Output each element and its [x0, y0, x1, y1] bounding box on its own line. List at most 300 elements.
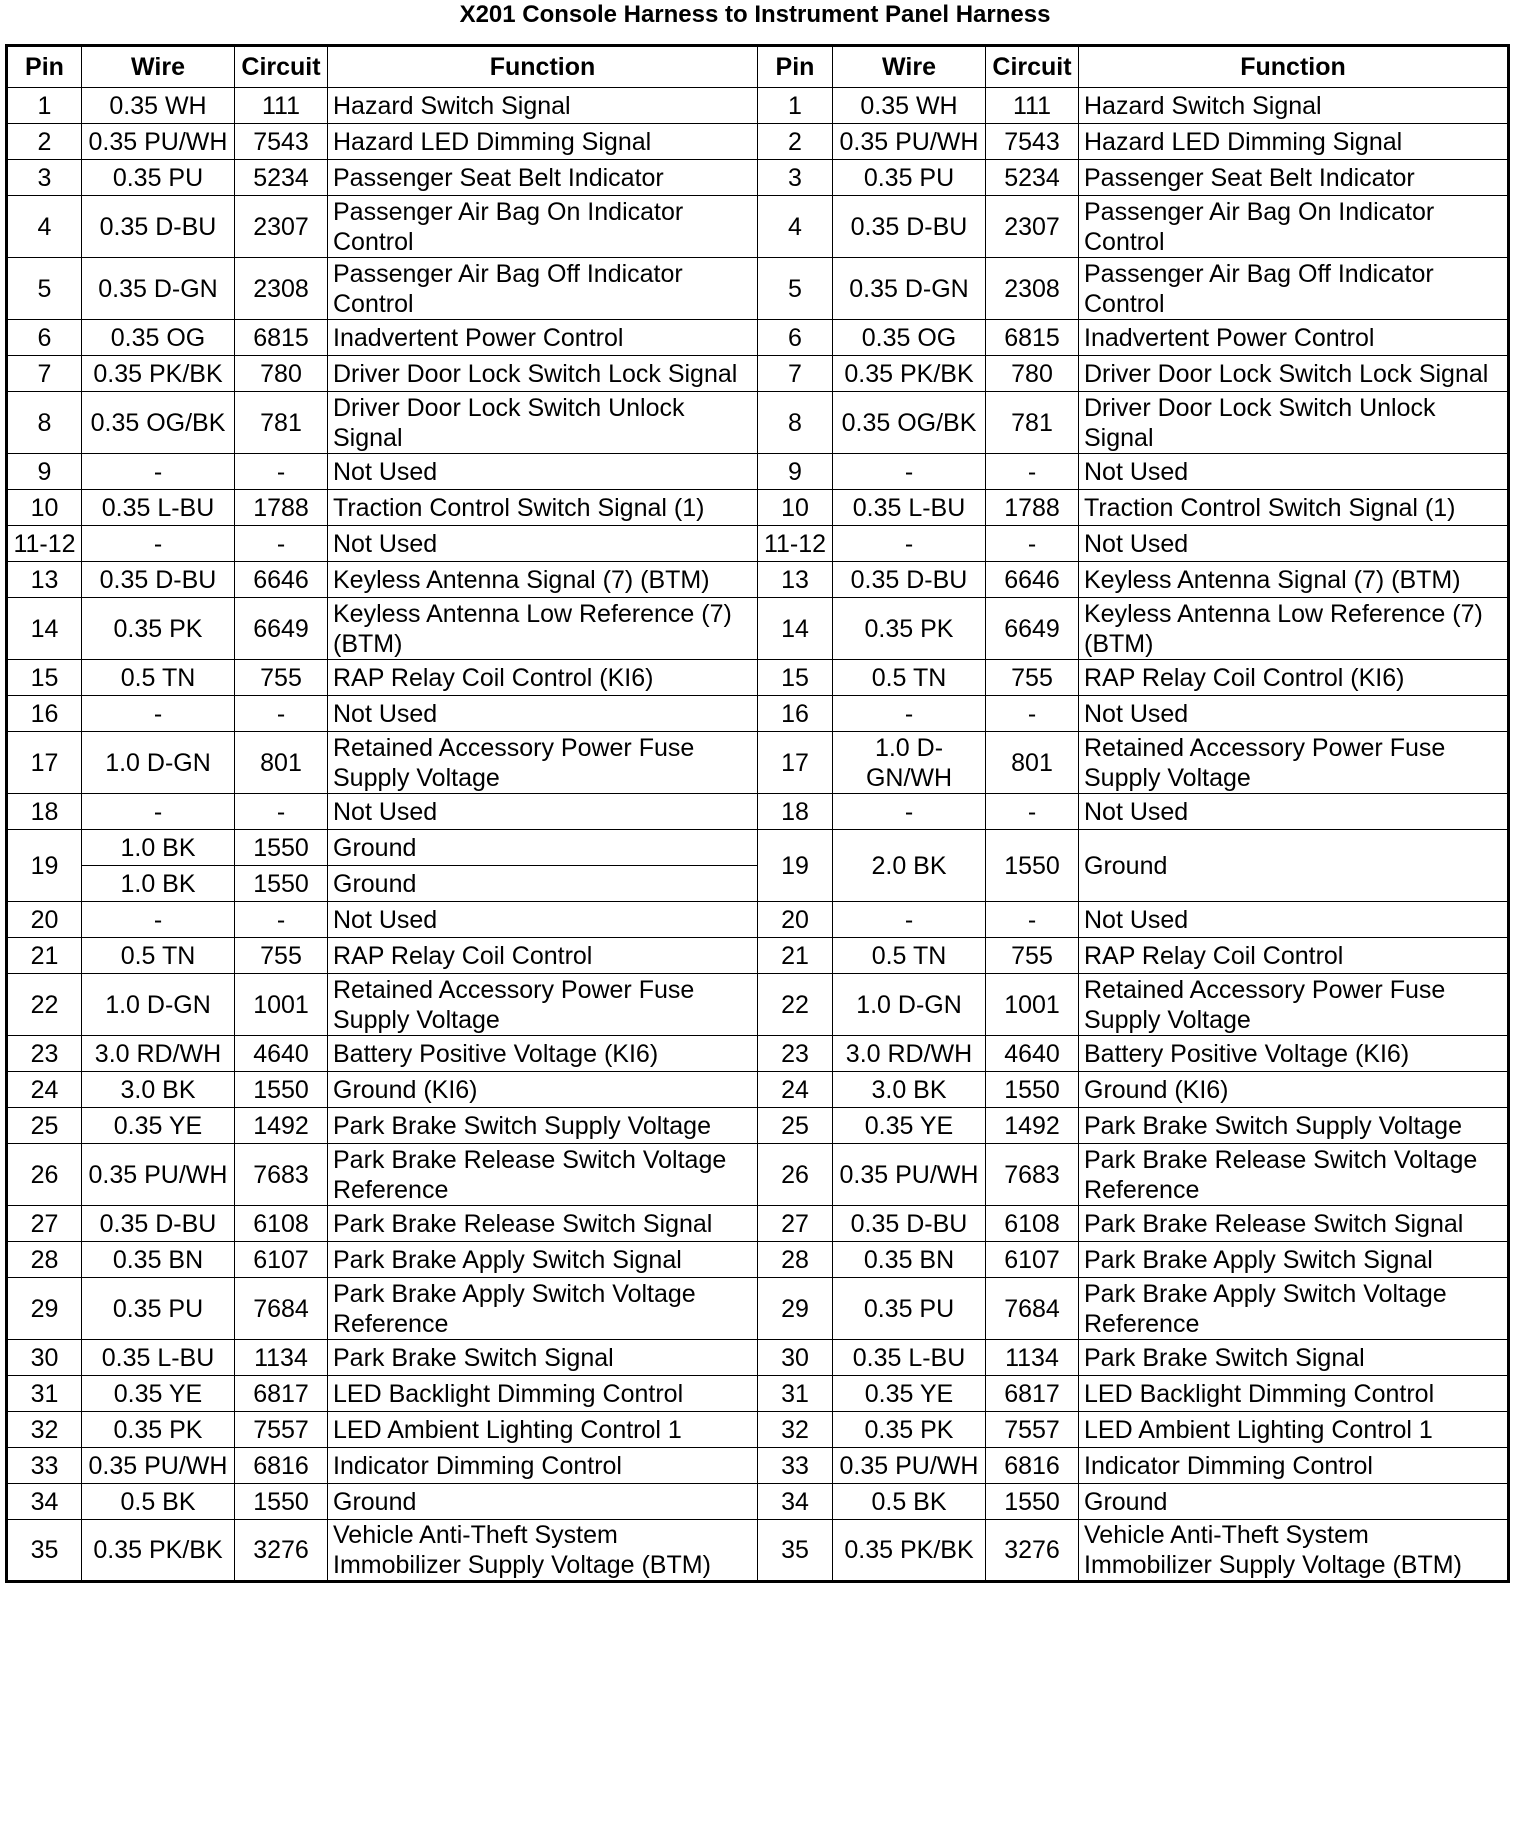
wire-cell: 0.35 YE	[833, 1376, 986, 1412]
pin-cell: 30	[758, 1340, 833, 1376]
wire-cell: 1.0 D-GN/WH	[833, 732, 986, 794]
function-cell: Driver Door Lock Switch Unlock Signal	[1079, 392, 1509, 454]
circuit-cell: 1134	[235, 1340, 328, 1376]
table-row	[7, 526, 1509, 562]
header-wire: Wire	[833, 46, 986, 88]
header-pin: Pin	[758, 46, 833, 88]
wire-cell: 0.35 PU	[82, 160, 235, 196]
wire-cell: -	[82, 454, 235, 490]
table-row	[7, 258, 1509, 320]
circuit-cell: -	[986, 454, 1079, 490]
pin-cell: 33	[7, 1448, 82, 1484]
circuit-cell: 6108	[235, 1206, 328, 1242]
pin-cell: 29	[7, 1278, 82, 1340]
pin-cell: 7	[7, 356, 82, 392]
function-cell: Ground	[1079, 1484, 1509, 1520]
pin-cell: 2	[758, 124, 833, 160]
pin-cell: 8	[7, 392, 82, 454]
pin-cell: 22	[758, 974, 833, 1036]
table-row	[7, 88, 1509, 124]
function-cell: Retained Accessory Power Fuse Supply Voltage	[1079, 974, 1509, 1036]
function-cell: Hazard LED Dimming Signal	[1079, 124, 1509, 160]
table-row	[7, 320, 1509, 356]
function-cell: Park Brake Switch Signal	[1079, 1340, 1509, 1376]
function-cell: Park Brake Switch Signal	[328, 1340, 758, 1376]
table-row	[7, 1448, 1509, 1484]
header-circuit: Circuit	[986, 46, 1079, 88]
circuit-cell: 780	[986, 356, 1079, 392]
function-cell: Battery Positive Voltage (KI6)	[328, 1036, 758, 1072]
function-cell: Passenger Seat Belt Indicator	[1079, 160, 1509, 196]
function-cell: Not Used	[1079, 902, 1509, 938]
pin-cell: 10	[7, 490, 82, 526]
function-cell: Ground	[328, 866, 758, 902]
page-title: X201 Console Harness to Instrument Panel Harness	[459, 1, 1051, 28]
function-cell: Indicator Dimming Control	[1079, 1448, 1509, 1484]
wire-cell: 0.35 L-BU	[833, 490, 986, 526]
circuit-cell: 755	[986, 660, 1079, 696]
table-row	[7, 1340, 1509, 1376]
wire-cell: 0.35 D-BU	[833, 562, 986, 598]
function-cell: Ground	[328, 1484, 758, 1520]
wire-cell: 1.0 BK	[82, 866, 235, 902]
wire-cell: 0.35 OG/BK	[82, 392, 235, 454]
circuit-cell: 7684	[986, 1278, 1079, 1340]
wire-cell: 1.0 D-GN	[82, 732, 235, 794]
pin-cell: 26	[758, 1144, 833, 1206]
function-cell: Park Brake Apply Switch Signal	[328, 1242, 758, 1278]
pin-cell: 10	[758, 490, 833, 526]
function-cell: Passenger Air Bag On Indicator Control	[1079, 196, 1509, 258]
pin-cell: 34	[758, 1484, 833, 1520]
circuit-cell: -	[986, 696, 1079, 732]
function-cell: Park Brake Switch Supply Voltage	[1079, 1108, 1509, 1144]
wire-cell: 0.35 OG/BK	[833, 392, 986, 454]
table-row	[7, 794, 1509, 830]
header-pin: Pin	[7, 46, 82, 88]
wire-cell: 3.0 RD/WH	[82, 1036, 235, 1072]
function-cell: Park Brake Switch Supply Voltage	[328, 1108, 758, 1144]
function-cell: Park Brake Apply Switch Voltage Reference	[1079, 1278, 1509, 1340]
function-cell: Park Brake Apply Switch Signal	[1079, 1242, 1509, 1278]
circuit-cell: 1134	[986, 1340, 1079, 1376]
wire-cell: 0.35 PU	[833, 1278, 986, 1340]
pin-cell: 14	[758, 598, 833, 660]
pin-cell: 3	[758, 160, 833, 196]
circuit-cell: 1550	[986, 830, 1079, 902]
circuit-cell: 3276	[235, 1520, 328, 1582]
pin-cell: 1	[758, 88, 833, 124]
pin-cell: 7	[758, 356, 833, 392]
table-row	[7, 1278, 1509, 1340]
function-cell: Park Brake Release Switch Signal	[328, 1206, 758, 1242]
circuit-cell: 1550	[986, 1484, 1079, 1520]
header-function: Function	[1079, 46, 1509, 88]
header-row	[7, 46, 1509, 88]
wire-cell: -	[833, 526, 986, 562]
function-cell: Not Used	[328, 696, 758, 732]
function-cell: Not Used	[1079, 454, 1509, 490]
function-cell: Park Brake Release Switch Voltage Reference	[328, 1144, 758, 1206]
circuit-cell: -	[986, 526, 1079, 562]
circuit-cell: 6107	[986, 1242, 1079, 1278]
pin-cell: 24	[7, 1072, 82, 1108]
function-cell: Park Brake Apply Switch Voltage Reference	[328, 1278, 758, 1340]
wire-cell: 0.5 TN	[833, 660, 986, 696]
circuit-cell: 1788	[986, 490, 1079, 526]
function-cell: LED Backlight Dimming Control	[1079, 1376, 1509, 1412]
wire-cell: -	[82, 526, 235, 562]
function-cell: Retained Accessory Power Fuse Supply Voltage	[1079, 732, 1509, 794]
circuit-cell: -	[986, 794, 1079, 830]
wire-cell: 0.35 BN	[833, 1242, 986, 1278]
wire-cell: 0.35 YE	[833, 1108, 986, 1144]
circuit-cell: -	[235, 454, 328, 490]
wire-cell: 0.35 PU/WH	[82, 124, 235, 160]
circuit-cell: 6815	[986, 320, 1079, 356]
pin-cell: 5	[758, 258, 833, 320]
circuit-cell: 6107	[235, 1242, 328, 1278]
wire-cell: 3.0 BK	[82, 1072, 235, 1108]
circuit-cell: 7683	[986, 1144, 1079, 1206]
circuit-cell: 5234	[235, 160, 328, 196]
wire-cell: -	[833, 696, 986, 732]
wire-cell: 0.5 TN	[82, 660, 235, 696]
wire-cell: -	[82, 696, 235, 732]
wire-cell: 0.35 PU/WH	[833, 1448, 986, 1484]
wire-cell: 3.0 BK	[833, 1072, 986, 1108]
function-cell: Keyless Antenna Low Reference (7) (BTM)	[1079, 598, 1509, 660]
wire-cell: -	[833, 454, 986, 490]
pin-cell: 28	[758, 1242, 833, 1278]
wire-cell: 0.35 PK/BK	[833, 356, 986, 392]
function-cell: Indicator Dimming Control	[328, 1448, 758, 1484]
pin-cell: 32	[7, 1412, 82, 1448]
pin-cell: 20	[758, 902, 833, 938]
circuit-cell: -	[235, 696, 328, 732]
pin-cell: 13	[7, 562, 82, 598]
wire-cell: 0.5 TN	[82, 938, 235, 974]
wire-cell: 0.35 WH	[82, 88, 235, 124]
pin-cell: 23	[7, 1036, 82, 1072]
wire-cell: 1.0 D-GN	[82, 974, 235, 1036]
pin-cell: 25	[7, 1108, 82, 1144]
circuit-cell: 3276	[986, 1520, 1079, 1582]
table-row	[7, 1072, 1509, 1108]
wire-cell: 2.0 BK	[833, 830, 986, 902]
circuit-cell: 780	[235, 356, 328, 392]
circuit-cell: 7557	[986, 1412, 1079, 1448]
circuit-cell: 6649	[235, 598, 328, 660]
table-row	[7, 196, 1509, 258]
function-cell: Inadvertent Power Control	[1079, 320, 1509, 356]
wire-cell: 0.35 YE	[82, 1108, 235, 1144]
circuit-cell: 111	[986, 88, 1079, 124]
wire-cell: 0.35 PK	[82, 598, 235, 660]
circuit-cell: 1492	[235, 1108, 328, 1144]
table-row	[7, 490, 1509, 526]
function-cell: Park Brake Release Switch Signal	[1079, 1206, 1509, 1242]
circuit-cell: 755	[986, 938, 1079, 974]
pin-cell: 14	[7, 598, 82, 660]
function-cell: Vehicle Anti-Theft System Immobilizer Supply Voltage (BTM)	[328, 1520, 758, 1582]
pin-cell: 32	[758, 1412, 833, 1448]
pin-cell: 11-12	[758, 526, 833, 562]
function-cell: Not Used	[328, 454, 758, 490]
header-circuit: Circuit	[235, 46, 328, 88]
function-cell: Not Used	[328, 902, 758, 938]
circuit-cell: 801	[235, 732, 328, 794]
circuit-cell: -	[235, 902, 328, 938]
circuit-cell: 1001	[986, 974, 1079, 1036]
pin-cell: 20	[7, 902, 82, 938]
circuit-cell: 1550	[235, 1072, 328, 1108]
function-cell: Not Used	[328, 526, 758, 562]
function-cell: Hazard LED Dimming Signal	[328, 124, 758, 160]
table-row	[7, 974, 1509, 1036]
table-row	[7, 938, 1509, 974]
wire-cell: 0.5 TN	[833, 938, 986, 974]
pin-cell: 9	[758, 454, 833, 490]
wire-cell: 0.35 L-BU	[82, 1340, 235, 1376]
function-cell: Inadvertent Power Control	[328, 320, 758, 356]
circuit-cell: 7543	[986, 124, 1079, 160]
wire-cell: 0.35 PK	[833, 598, 986, 660]
table-row	[7, 160, 1509, 196]
table-row	[7, 392, 1509, 454]
wire-cell: 0.35 D-GN	[833, 258, 986, 320]
circuit-cell: -	[235, 794, 328, 830]
table-row	[7, 1412, 1509, 1448]
wire-cell: 0.35 PK	[833, 1412, 986, 1448]
circuit-cell: 6816	[235, 1448, 328, 1484]
pin-cell: 18	[758, 794, 833, 830]
function-cell: Traction Control Switch Signal (1)	[328, 490, 758, 526]
function-cell: Ground	[328, 830, 758, 866]
wire-cell: 0.35 L-BU	[833, 1340, 986, 1376]
function-cell: Traction Control Switch Signal (1)	[1079, 490, 1509, 526]
function-cell: Keyless Antenna Signal (7) (BTM)	[328, 562, 758, 598]
table-row	[7, 1144, 1509, 1206]
pin-cell: 15	[758, 660, 833, 696]
function-cell: Not Used	[1079, 696, 1509, 732]
function-cell: RAP Relay Coil Control (KI6)	[328, 660, 758, 696]
pin-cell: 5	[7, 258, 82, 320]
header-wire: Wire	[82, 46, 235, 88]
function-cell: LED Backlight Dimming Control	[328, 1376, 758, 1412]
circuit-cell: 1550	[986, 1072, 1079, 1108]
pin-cell: 16	[7, 696, 82, 732]
function-cell: LED Ambient Lighting Control 1	[328, 1412, 758, 1448]
wire-cell: 0.35 L-BU	[82, 490, 235, 526]
table-row	[7, 454, 1509, 490]
wire-cell: 0.35 D-BU	[82, 562, 235, 598]
pin-table	[5, 44, 1510, 1583]
table-row	[7, 1520, 1509, 1582]
wire-cell: 0.35 OG	[82, 320, 235, 356]
table-row	[7, 1108, 1509, 1144]
circuit-cell: 781	[235, 392, 328, 454]
wire-cell: 0.35 WH	[833, 88, 986, 124]
function-cell: Hazard Switch Signal	[1079, 88, 1509, 124]
pin-cell: 19	[7, 830, 82, 902]
circuit-cell: 6646	[235, 562, 328, 598]
table-row	[7, 732, 1509, 794]
circuit-cell: 6815	[235, 320, 328, 356]
function-cell: Passenger Air Bag Off Indicator Control	[328, 258, 758, 320]
wire-cell: 0.35 D-GN	[82, 258, 235, 320]
function-cell: Retained Accessory Power Fuse Supply Voltage	[328, 732, 758, 794]
wire-cell: 0.35 D-BU	[82, 196, 235, 258]
table-row	[7, 598, 1509, 660]
circuit-cell: 2307	[986, 196, 1079, 258]
function-cell: Hazard Switch Signal	[328, 88, 758, 124]
pin-cell: 21	[758, 938, 833, 974]
pin-cell: 4	[7, 196, 82, 258]
pin-cell: 13	[758, 562, 833, 598]
wire-cell: 0.35 PK/BK	[833, 1520, 986, 1582]
circuit-cell: 7557	[235, 1412, 328, 1448]
circuit-cell: -	[986, 902, 1079, 938]
pin-cell: 15	[7, 660, 82, 696]
wire-cell: 0.35 PU/WH	[82, 1144, 235, 1206]
function-cell: Passenger Air Bag On Indicator Control	[328, 196, 758, 258]
pin-cell: 27	[7, 1206, 82, 1242]
pin-cell: 6	[758, 320, 833, 356]
circuit-cell: 1001	[235, 974, 328, 1036]
circuit-cell: 1788	[235, 490, 328, 526]
pin-cell: 31	[7, 1376, 82, 1412]
pin-cell: 21	[7, 938, 82, 974]
circuit-cell: 7543	[235, 124, 328, 160]
table-row	[7, 1376, 1509, 1412]
pin-cell: 19	[758, 830, 833, 902]
function-cell: Passenger Seat Belt Indicator	[328, 160, 758, 196]
function-cell: Not Used	[1079, 794, 1509, 830]
function-cell: Driver Door Lock Switch Lock Signal	[328, 356, 758, 392]
table-row	[7, 1484, 1509, 1520]
table-row	[7, 696, 1509, 732]
circuit-cell: 7683	[235, 1144, 328, 1206]
wire-cell: -	[82, 794, 235, 830]
circuit-cell: 1550	[235, 830, 328, 866]
circuit-cell: 2308	[235, 258, 328, 320]
pin-cell: 35	[758, 1520, 833, 1582]
function-cell: Park Brake Release Switch Voltage Reference	[1079, 1144, 1509, 1206]
wire-cell: 0.35 PK/BK	[82, 356, 235, 392]
wire-cell: 1.0 D-GN	[833, 974, 986, 1036]
circuit-cell: 4640	[235, 1036, 328, 1072]
function-cell: RAP Relay Coil Control (KI6)	[1079, 660, 1509, 696]
function-cell: Not Used	[1079, 526, 1509, 562]
pin-cell: 8	[758, 392, 833, 454]
circuit-cell: 1492	[986, 1108, 1079, 1144]
pin-cell: 24	[758, 1072, 833, 1108]
pin-cell: 35	[7, 1520, 82, 1582]
wire-cell: 0.35 PU/WH	[833, 1144, 986, 1206]
circuit-cell: 755	[235, 660, 328, 696]
circuit-cell: 6816	[986, 1448, 1079, 1484]
pin-cell: 29	[758, 1278, 833, 1340]
wire-cell: 1.0 BK	[82, 830, 235, 866]
circuit-cell: 755	[235, 938, 328, 974]
circuit-cell: 7684	[235, 1278, 328, 1340]
circuit-cell: 6108	[986, 1206, 1079, 1242]
circuit-cell: 6646	[986, 562, 1079, 598]
pin-cell: 34	[7, 1484, 82, 1520]
wire-cell: -	[833, 794, 986, 830]
table-row	[7, 1206, 1509, 1242]
circuit-cell: 6817	[235, 1376, 328, 1412]
wire-cell: 0.35 PK	[82, 1412, 235, 1448]
wire-cell: 0.35 D-BU	[833, 196, 986, 258]
pin-cell: 28	[7, 1242, 82, 1278]
pin-cell: 22	[7, 974, 82, 1036]
table-row	[7, 562, 1509, 598]
pin-cell: 23	[758, 1036, 833, 1072]
circuit-cell: 6649	[986, 598, 1079, 660]
wire-cell: 0.5 BK	[82, 1484, 235, 1520]
header-function: Function	[328, 46, 758, 88]
wire-cell: 0.35 D-BU	[833, 1206, 986, 1242]
pin-cell: 18	[7, 794, 82, 830]
pin-cell: 30	[7, 1340, 82, 1376]
table-row	[7, 1036, 1509, 1072]
pin-cell: 16	[758, 696, 833, 732]
circuit-cell: 1550	[235, 866, 328, 902]
circuit-cell: 2307	[235, 196, 328, 258]
table-row	[7, 1242, 1509, 1278]
function-cell: Passenger Air Bag Off Indicator Control	[1079, 258, 1509, 320]
circuit-cell: 6817	[986, 1376, 1079, 1412]
wire-cell: 0.35 PU/WH	[833, 124, 986, 160]
wire-cell: 0.5 BK	[833, 1484, 986, 1520]
table-row	[7, 124, 1509, 160]
function-cell: RAP Relay Coil Control	[328, 938, 758, 974]
table-row	[7, 356, 1509, 392]
circuit-cell: 5234	[986, 160, 1079, 196]
function-cell: Not Used	[328, 794, 758, 830]
wire-cell: 0.35 PU	[833, 160, 986, 196]
function-cell: Keyless Antenna Low Reference (7) (BTM)	[328, 598, 758, 660]
circuit-cell: -	[235, 526, 328, 562]
function-cell: Ground (KI6)	[1079, 1072, 1509, 1108]
pin-cell: 3	[7, 160, 82, 196]
table-row	[7, 830, 1509, 866]
pin-cell: 9	[7, 454, 82, 490]
wire-cell: -	[833, 902, 986, 938]
circuit-cell: 781	[986, 392, 1079, 454]
pin-cell: 17	[7, 732, 82, 794]
function-cell: Retained Accessory Power Fuse Supply Voltage	[328, 974, 758, 1036]
function-cell: RAP Relay Coil Control	[1079, 938, 1509, 974]
wire-cell: -	[82, 902, 235, 938]
function-cell: LED Ambient Lighting Control 1	[1079, 1412, 1509, 1448]
pin-cell: 6	[7, 320, 82, 356]
table-row	[7, 660, 1509, 696]
wire-cell: 3.0 RD/WH	[833, 1036, 986, 1072]
wire-cell: 0.35 PU	[82, 1278, 235, 1340]
function-cell: Ground	[1079, 830, 1509, 902]
pin-cell: 26	[7, 1144, 82, 1206]
pin-cell: 11-12	[7, 526, 82, 562]
pin-cell: 25	[758, 1108, 833, 1144]
pin-cell: 2	[7, 124, 82, 160]
wire-cell: 0.35 PU/WH	[82, 1448, 235, 1484]
wire-cell: 0.35 PK/BK	[82, 1520, 235, 1582]
pin-cell: 27	[758, 1206, 833, 1242]
function-cell: Battery Positive Voltage (KI6)	[1079, 1036, 1509, 1072]
